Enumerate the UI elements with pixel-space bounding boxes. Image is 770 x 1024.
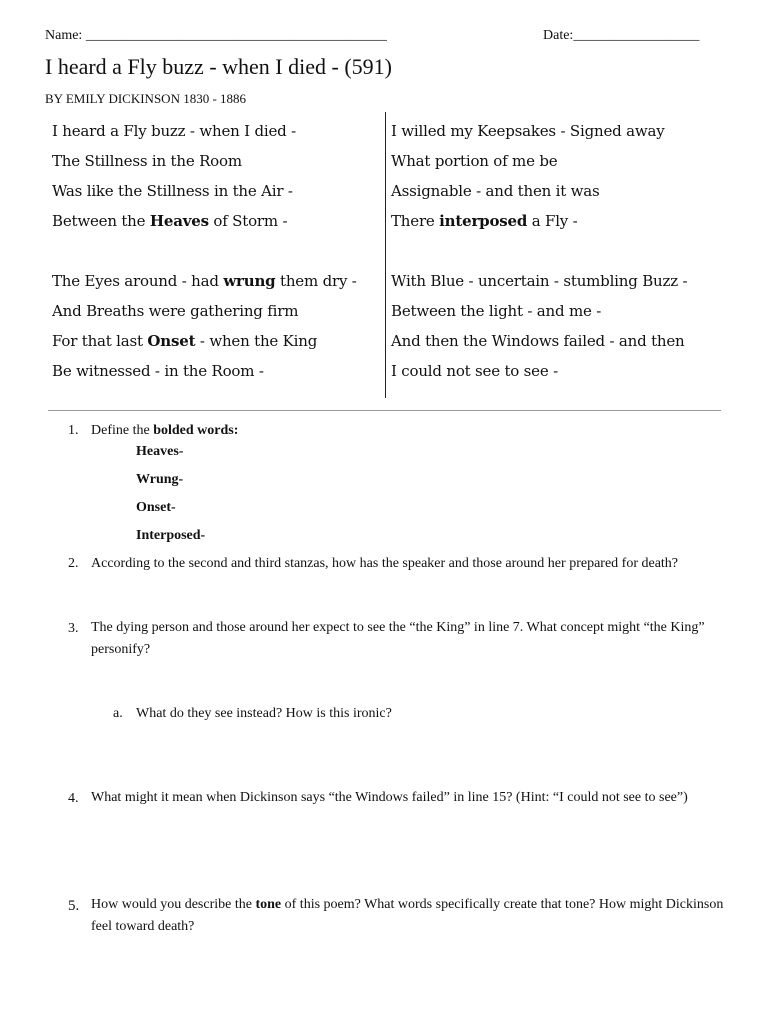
poem-line-12: There interposed a Fly - (391, 212, 578, 230)
question-number: 2. (68, 556, 79, 571)
poem-line-1: I heard a Fly buzz - when I died - (52, 122, 296, 140)
question-number: 4. (68, 791, 79, 806)
poem-title: I heard a Fly buzz - when I died - (591) (45, 54, 392, 79)
poem-line-11: Assignable - and then it was (391, 182, 600, 200)
poem-line-3: Was like the Stillness in the Air - (52, 182, 293, 200)
poem-line-15: And then the Windows failed - and then (391, 332, 685, 350)
question-text: How would you describe the tone of this poem? What words specifically create that tone? How might Dickinson feel toward death? (91, 897, 724, 934)
bolded-word-wrung: wrung (223, 272, 276, 290)
poem-line-5: The Eyes around - had wrung them dry - (52, 272, 357, 290)
question-number: 5. (68, 898, 80, 914)
question-text: What might it mean when Dickinson says “the Windows failed” in line 15? (Hint: “I could not see to see”) (91, 790, 688, 805)
poem-column-divider (385, 112, 386, 398)
question-text: According to the second and third stanzas, how has the speaker and those around her prepared for death? (91, 556, 679, 571)
name-field-label: Name: ___________________________________________ (45, 28, 387, 43)
date-field-label: Date:__________________ (543, 28, 700, 43)
poem-line-13: With Blue - uncertain - stumbling Buzz - (391, 272, 688, 290)
definition-term-interposed: Interposed- (136, 528, 206, 543)
poem-line-9: I willed my Keepsakes - Signed away (391, 122, 665, 140)
definition-term-onset: Onset- (136, 500, 176, 515)
question-text: The dying person and those around her expect to see the “the King” in line 7. What concept might “the King” personify? (91, 620, 705, 657)
question-number: 3. (68, 621, 79, 636)
poem-line-16: I could not see to see - (391, 362, 558, 380)
poem-line-4: Between the Heaves of Storm - (52, 212, 288, 230)
poem-line-8: Be witnessed - in the Room - (52, 362, 264, 380)
definition-term-heaves: Heaves- (136, 444, 184, 459)
bolded-word-interposed: interposed (439, 212, 528, 230)
section-divider (48, 410, 721, 411)
question-text: Define the bolded words: (91, 423, 239, 438)
poem-line-10: What portion of me be (391, 152, 558, 170)
bolded-word-heaves: Heaves (149, 212, 209, 230)
question-number: a. (113, 706, 123, 721)
poem-line-14: Between the light - and me - (391, 302, 602, 320)
question-number: 1. (68, 423, 79, 438)
poem-byline: BY EMILY DICKINSON 1830 - 1886 (45, 91, 247, 106)
bolded-word-onset: Onset (147, 332, 196, 350)
poem-line-6: And Breaths were gathering firm (52, 302, 299, 320)
question-text: What do they see instead? How is this ironic? (136, 706, 392, 721)
definition-term-wrung: Wrung- (136, 472, 184, 487)
poem-line-7: For that last Onset - when the King (52, 332, 318, 350)
poem-line-2: The Stillness in the Room (52, 152, 242, 170)
